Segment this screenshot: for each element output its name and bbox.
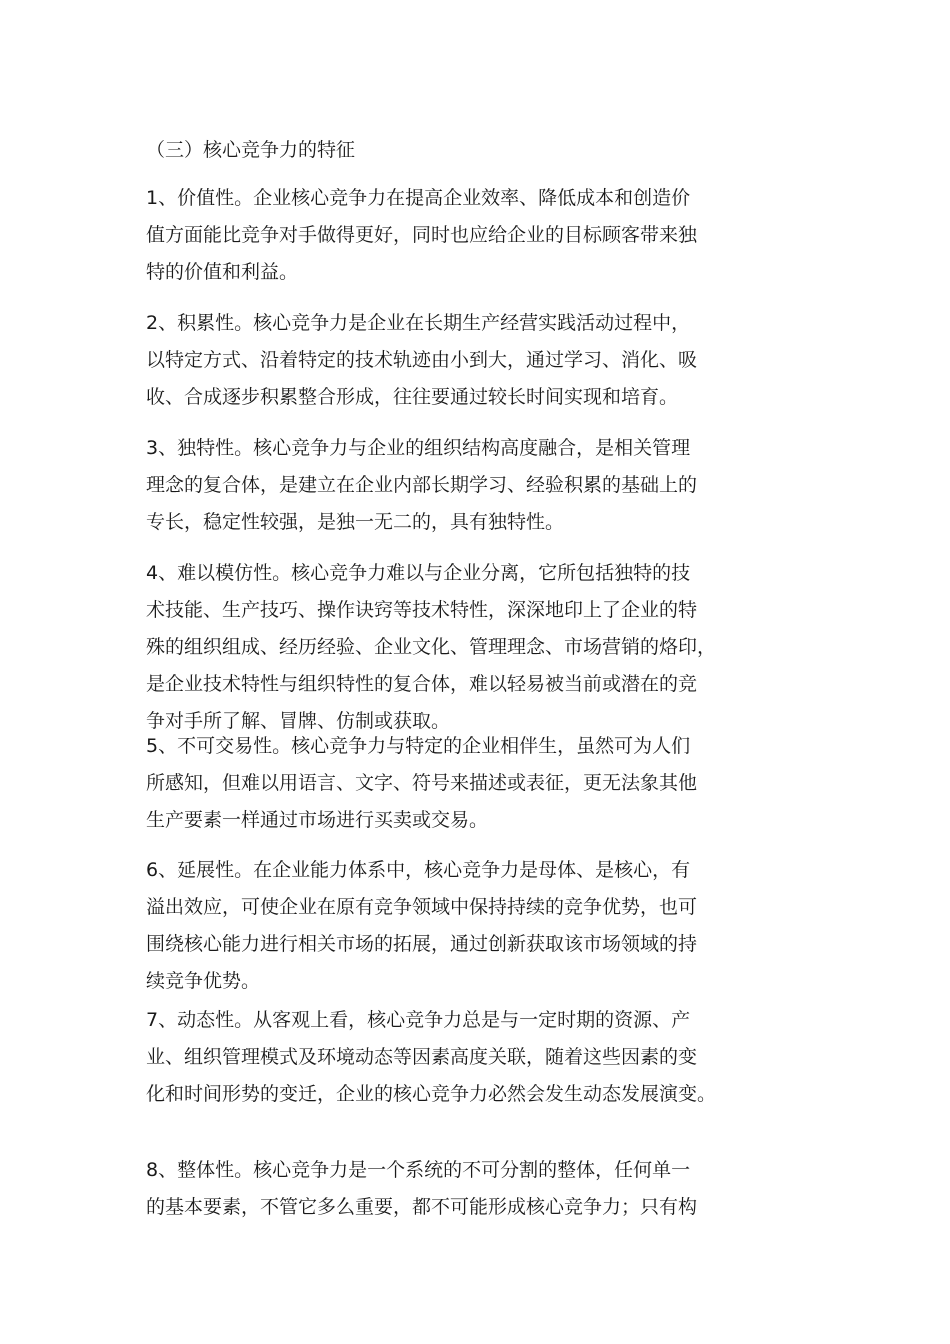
paragraph-7-dynamics: [146, 1002, 814, 1113]
paragraph-line: 特的价值和利益。: [146, 261, 299, 283]
paragraph-line: 术技能、生产技巧、操作诀窍等技术特性，深深地印上了企业的特: [146, 599, 698, 621]
paragraph-5-non-tradable: [146, 728, 814, 839]
paragraph-line: 以特定方式、沿着特定的技术轨迹由小到大，通过学习、消化、吸: [146, 349, 698, 371]
paragraph-line: 围绕核心能力进行相关市场的拓展，通过创新获取该市场领域的持: [146, 933, 698, 955]
paragraph-line: 7、动态性。从客观上看，核心竞争力总是与一定时期的资源、产: [146, 1009, 691, 1031]
paragraph-line: 专长，稳定性较强，是独一无二的，具有独特性。: [146, 511, 565, 533]
paragraph-line: 生产要素一样通过市场进行买卖或交易。: [146, 809, 489, 831]
paragraph-line: 业、组织管理模式及环境动态等因素高度关联，随着这些因素的变: [146, 1046, 698, 1068]
paragraph-line: 5、不可交易性。核心竞争力与特定的企业相伴生，虽然可为人们: [146, 735, 691, 757]
paragraph-2-accumulation: [146, 305, 814, 416]
paragraph-line: 是企业技术特性与组织特性的复合体，难以轻易被当前或潜在的竞: [146, 673, 698, 695]
paragraph-8-integrity: [146, 1152, 814, 1226]
paragraph-line: 争对手所了解、冒牌、仿制或获取。: [146, 710, 451, 732]
paragraph-line: 殊的组织组成、经历经验、企业文化、管理理念、市场营销的烙印，: [146, 636, 717, 658]
paragraph-line: 值方面能比竞争对手做得更好，同时也应给企业的目标顾客带来独: [146, 224, 698, 246]
paragraph-line: 理念的复合体，是建立在企业内部长期学习、经验积累的基础上的: [146, 474, 698, 496]
paragraph-line: 所感知，但难以用语言、文字、符号来描述或表征，更无法象其他: [146, 772, 698, 794]
paragraph-line: 1、价值性。企业核心竞争力在提高企业效率、降低成本和创造价: [146, 187, 691, 209]
paragraph-4-inimitability: [146, 555, 814, 740]
paragraph-line: 溢出效应，可使企业在原有竞争领域中保持持续的竞争优势，也可: [146, 896, 698, 918]
paragraph-3-uniqueness: [146, 430, 814, 541]
paragraph-line: 2、积累性。核心竞争力是企业在长期生产经营实践活动过程中，: [146, 312, 691, 334]
paragraph-line: 6、延展性。在企业能力体系中，核心竞争力是母体、是核心，有: [146, 859, 691, 881]
paragraph-line: 续竞争优势。: [146, 970, 261, 992]
section-heading: （三）核心竞争力的特征: [146, 139, 356, 161]
paragraph-line: 3、独特性。核心竞争力与企业的组织结构高度融合，是相关管理: [146, 437, 691, 459]
paragraph-line: 化和时间形势的变迁，企业的核心竞争力必然会发生动态发展演变。: [146, 1083, 717, 1105]
paragraph-line: 4、难以模仿性。核心竞争力难以与企业分离，它所包括独特的技: [146, 562, 691, 584]
paragraph-line: 收、合成逐步积累整合形成，往往要通过较长时间实现和培育。: [146, 386, 679, 408]
paragraph-1-value: [146, 180, 814, 291]
paragraph-line: 8、整体性。核心竞争力是一个系统的不可分割的整体，任何单一: [146, 1159, 691, 1181]
paragraph-line: 的基本要素，不管它多么重要，都不可能形成核心竞争力；只有构: [146, 1196, 698, 1218]
paragraph-6-extensibility: [146, 852, 814, 1000]
